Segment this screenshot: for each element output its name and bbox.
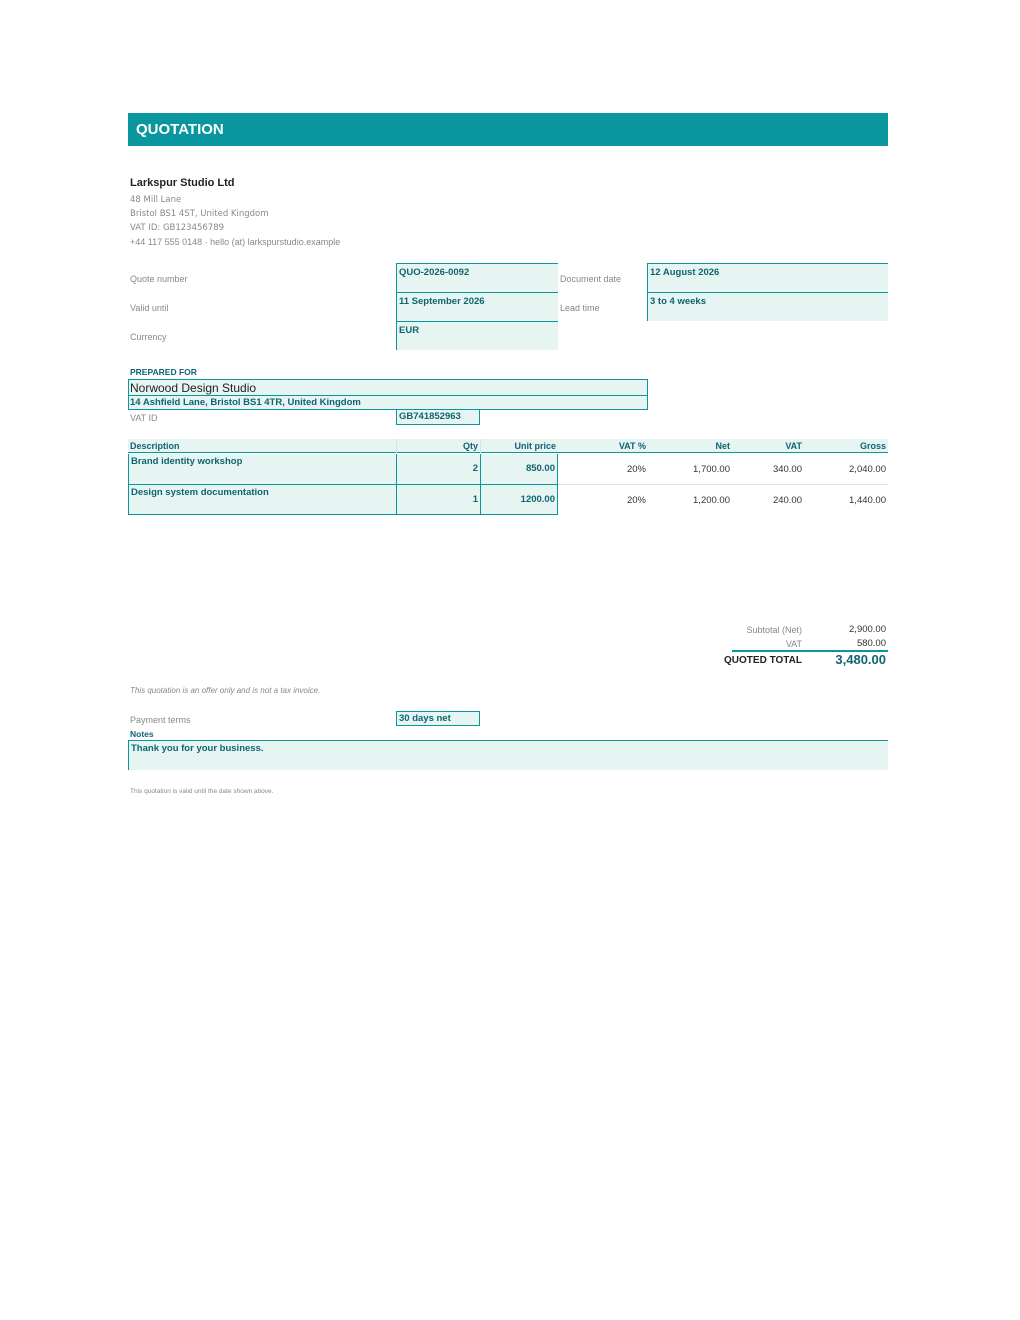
company-vat: VAT ID: GB123456789 — [130, 223, 225, 233]
vat-total-label: VAT — [785, 639, 802, 649]
prepared-for-header: PREPARED FOR — [130, 367, 197, 377]
currency-label: Currency — [130, 332, 167, 342]
lead-time-label: Lead time — [560, 303, 600, 313]
lead-time-field[interactable]: 3 to 4 weeks — [647, 292, 888, 321]
row2-gross: 1,440.00 — [849, 495, 886, 506]
items-table-header — [128, 439, 888, 453]
payment-terms-label: Payment terms — [130, 715, 191, 725]
row1-unit-price-field[interactable]: 850.00 — [480, 454, 558, 485]
col-vat-pct: VAT % — [618, 441, 646, 451]
notes-label: Notes — [130, 729, 154, 739]
company-name: Larkspur Studio Ltd — [130, 177, 235, 189]
client-vat-label: VAT ID — [130, 413, 158, 423]
quoted-total-label: QUOTED TOTAL — [724, 655, 802, 666]
row2-unit-price-field[interactable]: 1200.00 — [480, 485, 558, 515]
subtotal-label: Subtotal (Net) — [746, 625, 802, 635]
col-qty: Qty — [462, 441, 478, 451]
client-name-field[interactable]: Norwood Design Studio — [128, 379, 648, 396]
col-unit-price: Unit price — [514, 441, 556, 451]
quoted-total-value: 3,480.00 — [835, 652, 886, 667]
document-date-field[interactable]: 12 August 2026 — [647, 263, 888, 292]
col-gross: Gross — [859, 441, 886, 451]
row1-vat-pct: 20% — [626, 464, 646, 475]
col-net: Net — [715, 441, 730, 451]
row1-description-field[interactable]: Brand identity workshop — [128, 454, 396, 485]
row-divider — [558, 484, 888, 485]
company-address-line2: Bristol BS1 4ST, United Kingdom — [130, 209, 269, 219]
currency-field[interactable]: EUR — [396, 321, 558, 350]
row1-net: 1,700.00 — [693, 464, 730, 475]
row2-net: 1,200.00 — [693, 495, 730, 506]
subtotal-value: 2,900.00 — [849, 624, 886, 635]
valid-until-label: Valid until — [130, 303, 169, 313]
client-address-field[interactable]: 14 Ashfield Lane, Bristol BS1 4TR, United Kingdom — [128, 396, 648, 410]
row2-description-field[interactable]: Design system documentation — [128, 485, 396, 515]
row1-qty-field[interactable]: 2 — [396, 454, 480, 485]
row1-vat: 340.00 — [772, 464, 802, 475]
row2-vat-pct: 20% — [626, 495, 646, 506]
vat-total-value: 580.00 — [856, 638, 886, 649]
quote-number-label: Quote number — [130, 274, 188, 284]
valid-until-field[interactable]: 11 September 2026 — [396, 292, 558, 321]
header-divider — [480, 439, 481, 453]
quote-number-field[interactable]: QUO-2026-0092 — [396, 263, 558, 292]
row2-qty-field[interactable]: 1 — [396, 485, 480, 515]
footer-note: This quotation is valid until the date shown above. — [130, 788, 274, 795]
payment-terms-field[interactable]: 30 days net — [396, 711, 480, 726]
company-contact: +44 117 555 0148 · hello (at) larkspurstudio.example — [130, 237, 341, 247]
document-date-label: Document date — [560, 274, 622, 284]
client-vat-field[interactable]: GB741852963 — [396, 410, 480, 425]
notes-field[interactable]: Thank you for your business. — [128, 740, 888, 770]
offer-note: This quotation is an offer only and is not a tax invoice. — [130, 686, 321, 695]
col-description: Description — [130, 441, 180, 451]
row1-gross: 2,040.00 — [849, 464, 886, 475]
header-divider — [396, 439, 397, 453]
company-address-line1: 48 Mill Lane — [130, 195, 182, 205]
document-title: QUOTATION — [128, 113, 888, 146]
row2-vat: 240.00 — [772, 495, 802, 506]
col-vat: VAT — [785, 441, 802, 451]
